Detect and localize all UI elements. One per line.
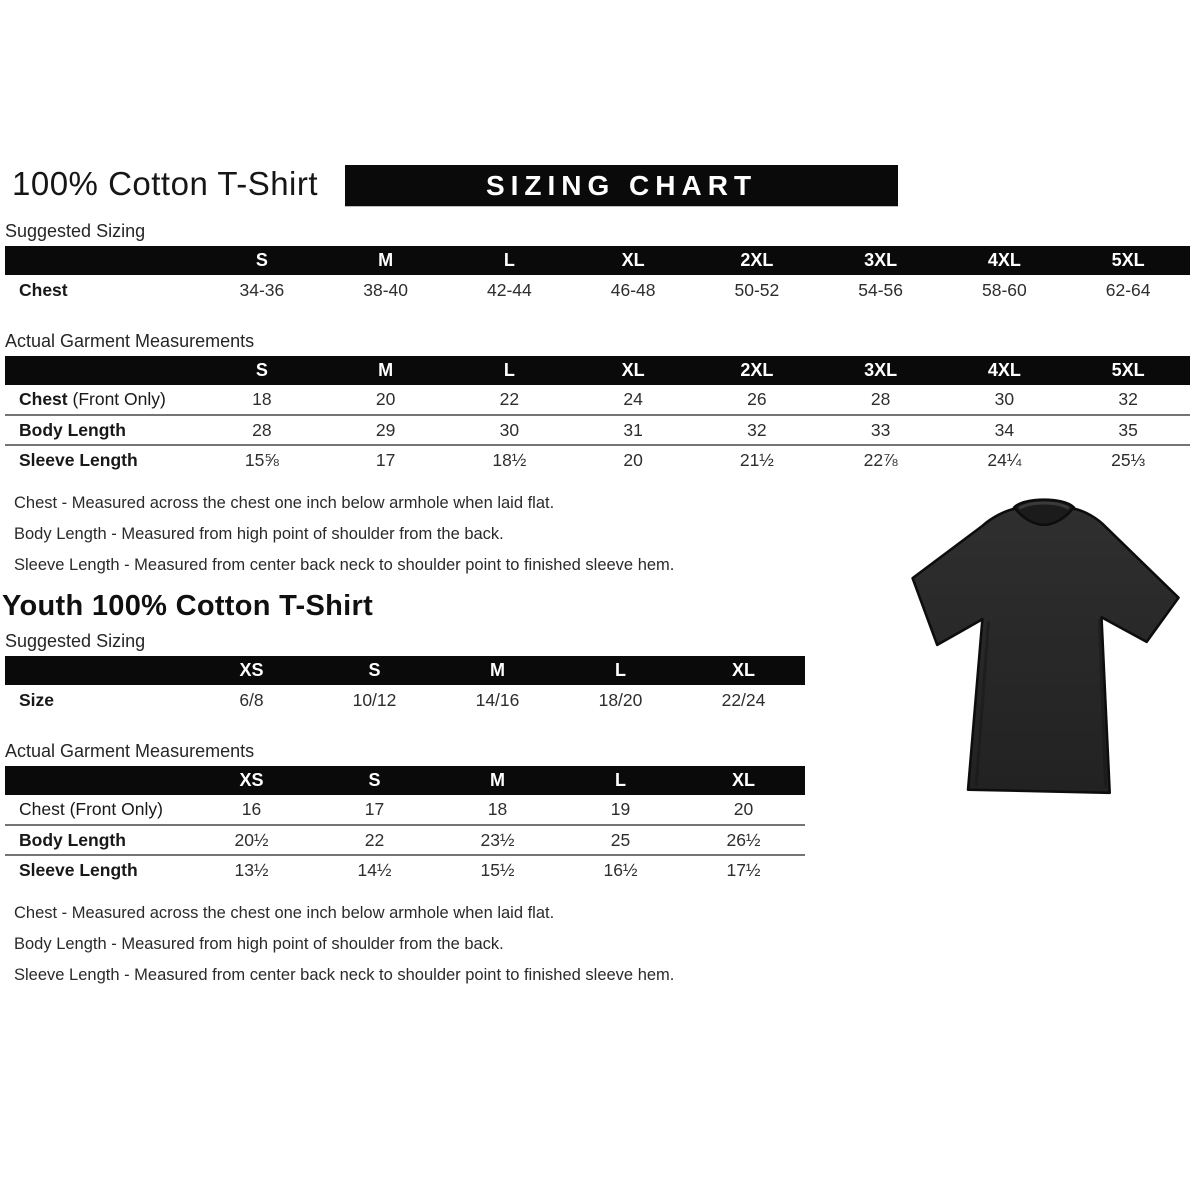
measurement-cell: 17 bbox=[324, 445, 448, 475]
youth-actual-label: Actual Garment Measurements bbox=[5, 741, 255, 761]
measurement-cell: 30 bbox=[943, 385, 1067, 415]
table-row-body-length bbox=[5, 825, 805, 855]
measurement-cell: 26½ bbox=[682, 825, 805, 855]
corner-cell bbox=[5, 356, 200, 385]
black-tshirt-photo bbox=[890, 487, 1198, 807]
sizing-chart-banner-label: SIZING CHART bbox=[485, 169, 758, 201]
size-column-header: 5XL bbox=[1066, 246, 1190, 275]
measurement-cell: 16 bbox=[190, 795, 313, 825]
size-column-header: 4XL bbox=[943, 246, 1067, 275]
size-column-header: M bbox=[436, 656, 559, 685]
note-line: Chest - Measured across the chest one inch below armhole when laid flat. bbox=[14, 904, 555, 922]
measurement-cell: 58-60 bbox=[943, 275, 1067, 305]
size-column-header: S bbox=[200, 246, 324, 275]
measurement-cell: 25⅓ bbox=[1066, 445, 1190, 475]
note-line: Body Length - Measured from high point of shoulder from the back. bbox=[14, 525, 504, 543]
row-label-main: Chest bbox=[19, 389, 68, 409]
table-header-row bbox=[5, 356, 1190, 385]
measurement-cell: 21½ bbox=[695, 445, 819, 475]
measurement-cell: 25 bbox=[559, 825, 682, 855]
note-line: Sleeve Length - Measured from center back neck to shoulder point to finished sleeve hem. bbox=[14, 556, 675, 574]
size-column-header: S bbox=[313, 766, 436, 795]
measurement-cell: 29 bbox=[324, 415, 448, 445]
tshirt-illustration bbox=[890, 487, 1198, 807]
adult-actual-label: Actual Garment Measurements bbox=[5, 331, 255, 351]
measurement-cell: 17 bbox=[313, 795, 436, 825]
size-column-header: 2XL bbox=[695, 246, 819, 275]
adult-suggested-label: Suggested Sizing bbox=[5, 221, 146, 241]
measurement-cell: 15⅝ bbox=[200, 445, 324, 475]
table-header-row bbox=[5, 766, 805, 795]
row-label: Chest bbox=[5, 275, 200, 305]
measurement-cell: 38-40 bbox=[324, 275, 448, 305]
measurement-cell: 42-44 bbox=[448, 275, 572, 305]
corner-cell bbox=[5, 246, 200, 275]
size-column-header: XL bbox=[571, 246, 695, 275]
note-line: Sleeve Length - Measured from center back neck to shoulder point to finished sleeve hem. bbox=[14, 966, 675, 984]
table-row-body-length bbox=[5, 415, 1190, 445]
measurement-cell: 15½ bbox=[436, 855, 559, 885]
measurement-cell: 22 bbox=[448, 385, 572, 415]
youth-measurement-notes bbox=[14, 898, 1200, 991]
measurement-cell: 24¼ bbox=[943, 445, 1067, 475]
measurement-cell: 32 bbox=[695, 415, 819, 445]
table-row-chest bbox=[5, 385, 1190, 415]
measurement-cell: 20 bbox=[682, 795, 805, 825]
size-column-header: M bbox=[324, 356, 448, 385]
youth-suggested-table bbox=[5, 656, 805, 715]
measurement-cell: 26 bbox=[695, 385, 819, 415]
table-row bbox=[5, 275, 1190, 305]
row-label: Size bbox=[5, 685, 190, 715]
size-column-header: 4XL bbox=[943, 356, 1067, 385]
adult-suggested-section bbox=[5, 221, 1200, 305]
measurement-cell: 46-48 bbox=[571, 275, 695, 305]
adult-actual-section bbox=[5, 331, 1200, 475]
measurement-cell: 24 bbox=[571, 385, 695, 415]
measurement-cell: 14½ bbox=[313, 855, 436, 885]
measurement-cell: 30 bbox=[448, 415, 572, 445]
size-column-header: L bbox=[448, 246, 572, 275]
measurement-cell: 6/8 bbox=[190, 685, 313, 715]
table-row bbox=[5, 685, 805, 715]
size-column-header: XL bbox=[682, 766, 805, 795]
size-column-header: L bbox=[559, 766, 682, 795]
measurement-cell: 22⅞ bbox=[819, 445, 943, 475]
table-row-sleeve-length bbox=[5, 855, 805, 885]
size-column-header: S bbox=[313, 656, 436, 685]
sizing-chart-banner bbox=[345, 165, 898, 206]
measurement-cell: 18 bbox=[436, 795, 559, 825]
size-column-header: XL bbox=[571, 356, 695, 385]
row-label bbox=[5, 385, 200, 415]
table-row-sleeve-length bbox=[5, 445, 1190, 475]
measurement-cell: 14/16 bbox=[436, 685, 559, 715]
measurement-cell: 35 bbox=[1066, 415, 1190, 445]
measurement-cell: 20½ bbox=[190, 825, 313, 855]
row-label: Body Length bbox=[5, 825, 190, 855]
measurement-cell: 62-64 bbox=[1066, 275, 1190, 305]
size-column-header: XS bbox=[190, 656, 313, 685]
table-row-chest bbox=[5, 795, 805, 825]
measurement-cell: 50-52 bbox=[695, 275, 819, 305]
measurement-cell: 19 bbox=[559, 795, 682, 825]
youth-actual-table bbox=[5, 766, 805, 885]
table-header-row bbox=[5, 656, 805, 685]
measurement-cell: 13½ bbox=[190, 855, 313, 885]
tshirt-body bbox=[913, 508, 1179, 792]
measurement-cell: 33 bbox=[819, 415, 943, 445]
size-column-header: XS bbox=[190, 766, 313, 795]
adult-suggested-table bbox=[5, 246, 1190, 305]
page-header bbox=[12, 163, 1200, 211]
row-label: Body Length bbox=[5, 415, 200, 445]
measurement-cell: 32 bbox=[1066, 385, 1190, 415]
corner-cell bbox=[5, 656, 190, 685]
youth-section-title: Youth 100% Cotton T-Shirt bbox=[2, 590, 374, 622]
size-column-header: 3XL bbox=[819, 246, 943, 275]
adult-actual-table bbox=[5, 356, 1190, 475]
measurement-cell: 54-56 bbox=[819, 275, 943, 305]
size-column-header: L bbox=[559, 656, 682, 685]
measurement-cell: 34-36 bbox=[200, 275, 324, 305]
measurement-cell: 20 bbox=[324, 385, 448, 415]
row-label: Sleeve Length bbox=[5, 855, 190, 885]
measurement-cell: 22/24 bbox=[682, 685, 805, 715]
size-column-header: 2XL bbox=[695, 356, 819, 385]
size-column-header: 5XL bbox=[1066, 356, 1190, 385]
measurement-cell: 18½ bbox=[448, 445, 572, 475]
page-title: 100% Cotton T-Shirt bbox=[12, 165, 319, 202]
note-line: Chest - Measured across the chest one inch below armhole when laid flat. bbox=[14, 494, 555, 512]
note-line: Body Length - Measured from high point of shoulder from the back. bbox=[14, 935, 504, 953]
measurement-cell: 31 bbox=[571, 415, 695, 445]
size-column-header: M bbox=[324, 246, 448, 275]
size-column-header: S bbox=[200, 356, 324, 385]
measurement-cell: 23½ bbox=[436, 825, 559, 855]
measurement-cell: 22 bbox=[313, 825, 436, 855]
size-column-header: M bbox=[436, 766, 559, 795]
table-header-row bbox=[5, 246, 1190, 275]
youth-suggested-label: Suggested Sizing bbox=[5, 631, 146, 651]
measurement-cell: 28 bbox=[200, 415, 324, 445]
measurement-cell: 10/12 bbox=[313, 685, 436, 715]
row-label-suffix: (Front Only) bbox=[67, 389, 166, 409]
row-label: Chest (Front Only) bbox=[5, 795, 190, 825]
measurement-cell: 20 bbox=[571, 445, 695, 475]
measurement-cell: 16½ bbox=[559, 855, 682, 885]
measurement-cell: 18 bbox=[200, 385, 324, 415]
size-column-header: XL bbox=[682, 656, 805, 685]
corner-cell bbox=[5, 766, 190, 795]
measurement-cell: 34 bbox=[943, 415, 1067, 445]
row-label: Sleeve Length bbox=[5, 445, 200, 475]
measurement-cell: 28 bbox=[819, 385, 943, 415]
measurement-cell: 18/20 bbox=[559, 685, 682, 715]
size-column-header: L bbox=[448, 356, 572, 385]
measurement-cell: 17½ bbox=[682, 855, 805, 885]
size-column-header: 3XL bbox=[819, 356, 943, 385]
